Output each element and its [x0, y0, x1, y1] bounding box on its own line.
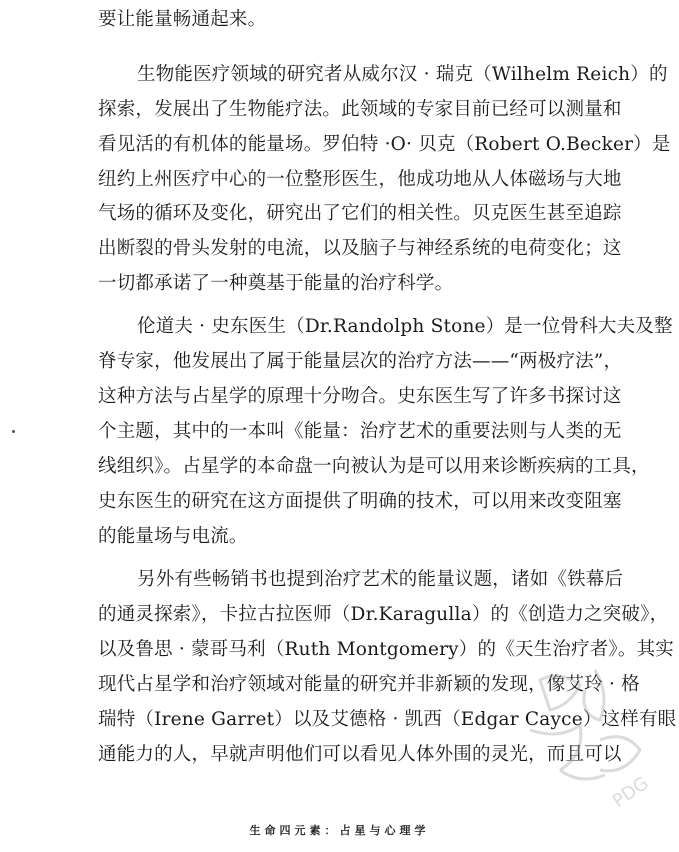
text-line: 这种方法与占星学的原理十分吻合。史东医生写了许多书探讨这 — [98, 386, 622, 407]
text-line: 另外有些畅销书也提到治疗艺术的能量议题，诸如《铁幕后 — [137, 569, 624, 590]
text-line: 个主题，其中的一本叫《能量：治疗艺术的重要法则与人类的无 — [98, 421, 622, 442]
text-line: 现代占星学和治疗领域对能量的研究并非新颖的发现，像艾玲 · 格 — [98, 674, 640, 695]
text-line: 看见活的有机体的能量场。罗伯特 ·O· 贝克（Robert O.Becker）是 — [98, 134, 671, 155]
text-line: 气场的循环及变化，研究出了它们的相关性。贝克医生甚至追踪 — [98, 203, 622, 224]
text-line: 出断裂的骨头发射的电流，以及脑子与神经系统的电荷变化；这 — [98, 238, 622, 259]
text-line: 一切都承诺了一种奠基于能量的治疗科学。 — [98, 273, 454, 294]
text-line: 瑞特（Irene Garret）以及艾德格 · 凯西（Edgar Cayce）这样有眼 — [98, 709, 677, 730]
text-line: 以及鲁思 · 蒙哥马利（Ruth Montgomery）的《天生治疗者》。其实 — [98, 639, 674, 660]
text-line: 线组织》。占星学的本命盘一向被认为是可以用来诊断疾病的工具， — [98, 456, 650, 477]
text-line: 伦道夫 · 史东医生（Dr.Randolph Stone）是一位骨科大夫及整 — [137, 316, 673, 337]
text-line: 的能量场与电流。 — [98, 526, 248, 547]
text-line: 脊专家，他发展出了属于能量层次的治疗方法——“两极疗法”， — [98, 351, 623, 372]
watermark-label: PDG — [608, 772, 653, 813]
text-line: 探索，发展出了生物能疗法。此领域的专家目前已经可以测量和 — [98, 99, 622, 120]
text-line: 史东医生的研究在这方面提供了明确的技术，可以用来改变阻塞 — [98, 491, 622, 512]
text-line: 纽约上州医疗中心的一位整形医生，他成功地从人体磁场与大地 — [98, 169, 622, 190]
text-line: 的通灵探索》，卡拉古拉医师（Dr.Karagulla）的《创造力之突破》， — [98, 604, 669, 625]
text-line: 生物能医疗领域的研究者从威尔汉 · 瑞克（Wilhelm Reich）的 — [137, 64, 668, 85]
running-footer: 生命四元素：占星与心理学 — [249, 824, 430, 837]
text-line: 通能力的人，早就声明他们可以看见人体外围的灵光，而且可以 — [98, 744, 622, 765]
text-line: 要让能量畅通起来。 — [98, 9, 267, 30]
scan-speck — [12, 430, 15, 433]
